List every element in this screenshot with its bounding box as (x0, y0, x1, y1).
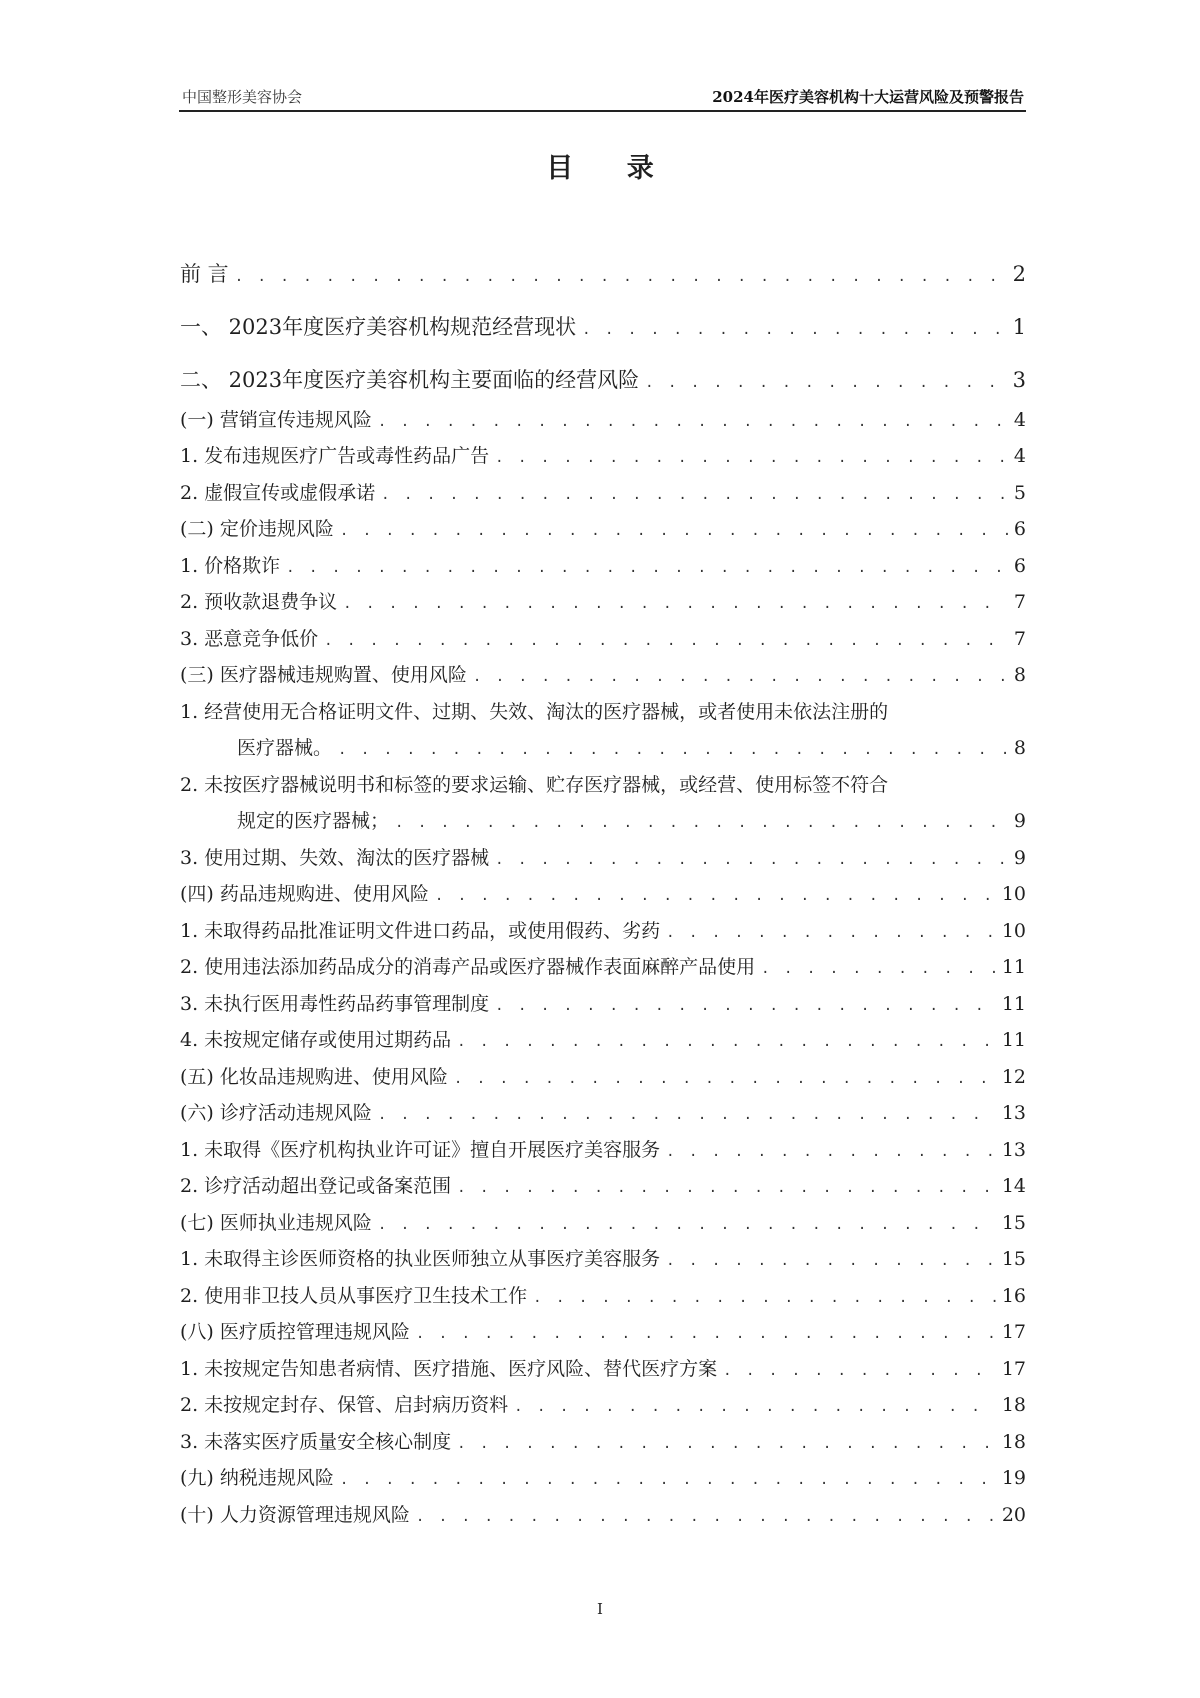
toc-entry-page: 9 (1013, 810, 1026, 832)
toc-entry-subsection[interactable] (180, 989, 1026, 1016)
toc-entry-page: 5 (1013, 482, 1026, 504)
toc-entry-text: 医疗器械。 (237, 737, 333, 759)
toc-entry-subsection[interactable] (180, 1281, 1026, 1308)
toc-entry-text: (一) 营销宣传违规风险 (180, 409, 372, 431)
leader-dots (666, 925, 996, 941)
toc-entry-subsection[interactable] (180, 551, 1026, 578)
leader-dots (416, 1509, 996, 1525)
toc-entry-text: 1. 价格欺诈 (180, 555, 281, 577)
toc-entry-section[interactable] (180, 1500, 1026, 1527)
toc-entry-page: 11 (1001, 1029, 1026, 1051)
toc-entry-text: 3. 未落实医疗质量安全核心制度 (180, 1431, 452, 1453)
toc-entry-text: (九) 纳税违规风险 (180, 1467, 334, 1489)
toc-entry-page: 19 (1001, 1467, 1026, 1489)
leader-dots (533, 1290, 996, 1306)
leader-dots (416, 1326, 996, 1342)
toc-entry-page: 14 (1001, 1175, 1026, 1197)
toc-entry-subsection[interactable] (180, 1427, 1026, 1454)
toc-entry-subsection[interactable] (180, 478, 1026, 505)
leader-dots (340, 1472, 996, 1488)
toc-entry-text: 4. 未按规定储存或使用过期药品 (180, 1029, 452, 1051)
leader-dots (666, 1253, 996, 1269)
toc-entry-text: 3. 未执行医用毒性药品药事管理制度 (180, 993, 490, 1015)
header-organization: 中国整形美容协会 (182, 88, 303, 106)
toc-entry-text: 3. 恶意竞争低价 (180, 628, 319, 650)
leader-dots (514, 1399, 996, 1415)
leader-dots (324, 633, 1008, 649)
toc-entry-page: 8 (1013, 664, 1026, 686)
toc-entry-page: 2 (1012, 262, 1026, 286)
toc-entry-page: 17 (1001, 1321, 1026, 1343)
leader-dots (338, 742, 1008, 758)
toc-entry-section[interactable] (180, 405, 1026, 432)
toc-entry-text: (五) 化妆品违规购进、使用风险 (180, 1066, 448, 1088)
leader-dots (454, 1071, 996, 1087)
leader-dots (378, 1217, 996, 1233)
toc-entry-subsection[interactable] (180, 1244, 1026, 1271)
toc-entry-section[interactable] (180, 514, 1026, 541)
toc-entry-text: 前 言 (180, 262, 229, 286)
toc-entry-text: 规定的医疗器械； (237, 810, 390, 832)
toc-entry-page: 15 (1001, 1248, 1026, 1270)
leader-dots (457, 1034, 996, 1050)
leader-dots (435, 888, 996, 904)
toc-entry-subsection[interactable] (180, 1171, 1026, 1198)
header-report-title: 2024年医疗美容机构十大运营风险及预警报告 (712, 88, 1024, 106)
page-header (179, 84, 1026, 112)
toc-entry-page: 20 (1001, 1504, 1026, 1526)
toc-entry-page: 10 (1001, 920, 1026, 942)
leader-dots (286, 560, 1008, 576)
toc-entry-page: 17 (1001, 1358, 1026, 1380)
leader-dots (395, 815, 1008, 831)
toc-entry-subsection[interactable] (180, 587, 1026, 614)
toc-entry-subsection[interactable] (180, 952, 1026, 979)
leader-dots (343, 596, 1008, 612)
toc-entry-page: 9 (1013, 847, 1026, 869)
leader-dots (723, 1363, 996, 1379)
toc-entry-page: 13 (1001, 1102, 1026, 1124)
toc-entry-text: 3. 使用过期、失效、淘汰的医疗器械 (180, 847, 490, 869)
toc-title: 目 录 (546, 153, 676, 184)
toc-entry-page: 16 (1001, 1285, 1026, 1307)
toc-entry-text: 2. 虚假宣传或虚假承诺 (180, 482, 376, 504)
toc-entry-subsection[interactable] (180, 441, 1026, 468)
toc-entry-subsection[interactable] (180, 1025, 1026, 1052)
page-number: I (597, 1600, 603, 1618)
leader-dots (582, 322, 1007, 338)
toc-entry-subsection[interactable] (180, 806, 1026, 833)
leader-dots (666, 1144, 996, 1160)
toc-entry-page: 11 (1001, 956, 1026, 978)
toc-entry-text: 1. 未取得《医疗机构执业许可证》擅自开展医疗美容服务 (180, 1139, 661, 1161)
toc-entry-subsection[interactable] (180, 733, 1026, 760)
toc-entry-text: 2. 未按规定封存、保管、启封病历资料 (180, 1394, 509, 1416)
leader-dots (378, 1107, 996, 1123)
toc-entry-page: 8 (1013, 737, 1026, 759)
toc-entry-section[interactable] (180, 660, 1026, 687)
toc-entry-text: 一、 2023年度医疗美容机构规范经营现状 (180, 315, 577, 339)
toc-entry-page: 18 (1001, 1431, 1026, 1453)
leader-dots (457, 1436, 996, 1452)
toc-entry-text: 1. 发布违规医疗广告或毒性药品广告 (180, 445, 490, 467)
leader-dots (378, 414, 1008, 430)
toc-entry-text: (十) 人力资源管理违规风险 (180, 1504, 410, 1526)
toc-entry-section[interactable] (180, 1463, 1026, 1490)
toc-entry-text: 2. 使用违法添加药品成分的消毒产品或医疗器械作表面麻醉产品使用 (180, 956, 756, 978)
toc-entry-text: (三) 医疗器械违规购置、使用风险 (180, 664, 467, 686)
toc-entry-subsection[interactable] (180, 1390, 1026, 1417)
toc-entry-page: 6 (1013, 518, 1026, 540)
leader-dots (340, 523, 1008, 539)
toc-entry-subsection[interactable] (180, 1135, 1026, 1162)
toc-entry-page: 12 (1001, 1066, 1026, 1088)
toc-entry-section[interactable] (180, 1062, 1026, 1089)
toc-entry-page: 1 (1012, 315, 1026, 339)
leader-dots (495, 852, 1008, 868)
toc-entry-chapter-1[interactable] (180, 311, 1026, 341)
toc-entry-text: (四) 药品违规购进、使用风险 (180, 883, 429, 905)
toc-entry-text: 2. 预收款退费争议 (180, 591, 338, 613)
toc-entry-text: 2. 诊疗活动超出登记或备案范围 (180, 1175, 452, 1197)
toc-entry-text: (二) 定价违规风险 (180, 518, 334, 540)
toc-entry-page: 7 (1013, 591, 1026, 613)
leader-dots (645, 375, 1007, 391)
toc-entry-text: (八) 医疗质控管理违规风险 (180, 1321, 410, 1343)
toc-entry-subsection[interactable] (180, 624, 1026, 651)
leader-dots (495, 998, 996, 1014)
toc-entry-page: 4 (1013, 445, 1026, 467)
toc-entry-text-line1[interactable]: 2. 未按医疗器械说明书和标签的要求运输、贮存医疗器械，或经营、使用标签不符合 (180, 774, 889, 796)
toc-entry-text: (七) 医师执业违规风险 (180, 1212, 372, 1234)
leader-dots (761, 961, 996, 977)
toc-entry-section[interactable] (180, 1098, 1026, 1125)
toc-entry-text: (六) 诊疗活动违规风险 (180, 1102, 372, 1124)
toc-entry-page: 3 (1012, 368, 1026, 392)
leader-dots (457, 1180, 996, 1196)
leader-dots (235, 269, 1007, 285)
toc-entry-text-line1[interactable]: 1. 经营使用无合格证明文件、过期、失效、淘汰的医疗器械，或者使用未依法注册的 (180, 701, 889, 723)
toc-entry-section[interactable] (180, 1208, 1026, 1235)
toc-entry-page: 18 (1001, 1394, 1026, 1416)
toc-entry-subsection[interactable] (180, 843, 1026, 870)
toc-entry-page: 15 (1001, 1212, 1026, 1234)
toc-entry-subsection[interactable] (180, 1354, 1026, 1381)
toc-entry-subsection[interactable] (180, 916, 1026, 943)
toc-entry-page: 7 (1013, 628, 1026, 650)
toc-entry-section[interactable] (180, 1317, 1026, 1344)
toc-entry-chapter-2[interactable] (180, 364, 1026, 394)
toc-entry-section[interactable] (180, 879, 1026, 906)
toc-entry-text: 1. 未取得药品批准证明文件进口药品，或使用假药、劣药 (180, 920, 661, 942)
toc-entry-page: 4 (1013, 409, 1026, 431)
toc-entry-page: 13 (1001, 1139, 1026, 1161)
toc-entry-page: 10 (1001, 883, 1026, 905)
leader-dots (381, 487, 1008, 503)
leader-dots (473, 669, 1008, 685)
toc-entry-page: 11 (1001, 993, 1026, 1015)
toc-entry-text: 2. 使用非卫技人员从事医疗卫生技术工作 (180, 1285, 528, 1307)
toc-entry-text: 1. 未按规定告知患者病情、医疗措施、医疗风险、替代医疗方案 (180, 1358, 718, 1380)
toc-entry-text: 二、 2023年度医疗美容机构主要面临的经营风险 (180, 368, 640, 392)
toc-entry-text: 1. 未取得主诊医师资格的执业医师独立从事医疗美容服务 (180, 1248, 661, 1270)
toc-entry-preface[interactable] (180, 258, 1026, 288)
leader-dots (495, 450, 1008, 466)
toc-entry-page: 6 (1013, 555, 1026, 577)
